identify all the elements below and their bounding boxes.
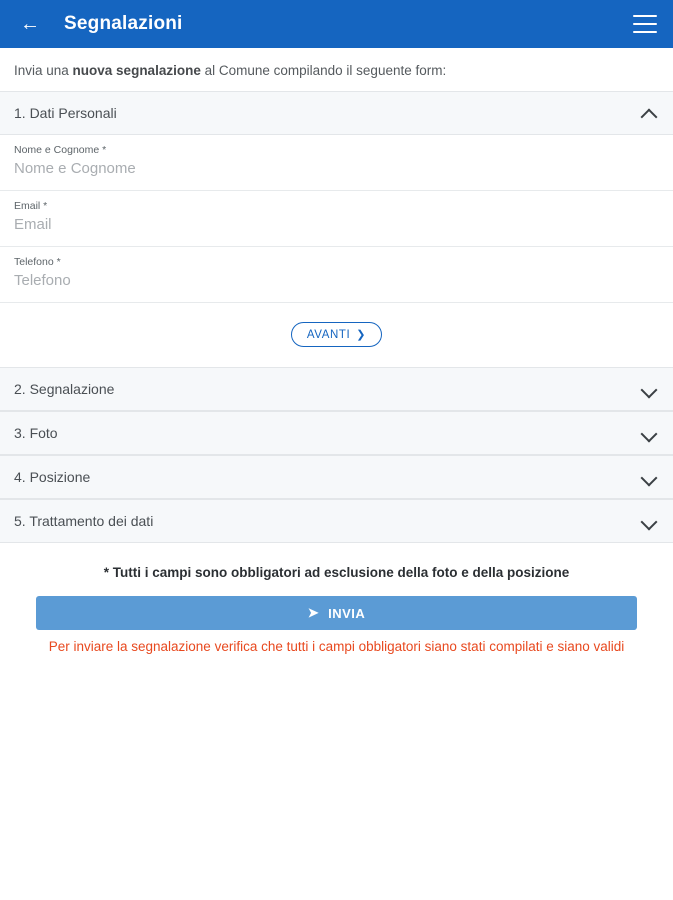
submit-button-container xyxy=(0,596,673,630)
required-fields-note: * Tutti i campi sono obbligatori ad esclusione della foto e della posizione xyxy=(0,543,673,596)
section-header-segnalazione[interactable] xyxy=(0,367,673,411)
section-header-foto[interactable] xyxy=(0,411,673,455)
intro-text xyxy=(0,48,673,91)
section-body-dati-personali xyxy=(0,135,673,367)
field-nome-cognome xyxy=(0,135,673,191)
send-icon: ➤ xyxy=(307,605,320,620)
intro-text-bold: nuova segnalazione xyxy=(72,63,201,78)
page-spacer xyxy=(0,656,673,900)
hamburger-menu-icon[interactable] xyxy=(633,15,657,33)
field-label-telefono: Telefono * xyxy=(14,256,61,268)
chevron-down-icon[interactable] xyxy=(641,381,657,397)
nome-cognome-input[interactable] xyxy=(14,157,659,183)
intro-text-after: al Comune compilando il seguente form: xyxy=(200,63,447,78)
section-header-trattamento-dati[interactable] xyxy=(0,499,673,543)
intro-text-before: Invia una xyxy=(14,63,73,78)
avanti-button[interactable] xyxy=(291,322,382,347)
invia-button[interactable] xyxy=(36,596,637,630)
chevron-up-icon[interactable] xyxy=(641,105,657,121)
section-label: 1. Dati Personali xyxy=(14,105,117,121)
field-label-nome-cognome: Nome e Cognome * xyxy=(14,144,107,156)
section-header-posizione[interactable] xyxy=(0,455,673,499)
section-label: 4. Posizione xyxy=(14,469,91,485)
section-label: 2. Segnalazione xyxy=(14,381,115,397)
email-input[interactable] xyxy=(14,213,659,239)
avanti-button-label: AVANTI xyxy=(306,328,351,341)
section-header-dati-personali[interactable] xyxy=(0,91,673,135)
invia-button-label: INVIA xyxy=(328,605,366,621)
chevron-right-icon: ❯ xyxy=(356,329,367,341)
field-telefono xyxy=(0,247,673,303)
section-label: 5. Trattamento dei dati xyxy=(14,513,154,529)
field-label-email: Email * xyxy=(14,200,48,212)
chevron-down-icon[interactable] xyxy=(641,513,657,529)
arrow-left-icon[interactable]: ← xyxy=(20,13,40,35)
chevron-down-icon[interactable] xyxy=(641,425,657,441)
page-title: Segnalazioni xyxy=(64,13,183,34)
telefono-input[interactable] xyxy=(14,269,659,295)
form-error-message: Per inviare la segnalazione verifica che tutti i campi obbligatori siano stati compilati e siano validi xyxy=(0,630,673,656)
app-bar xyxy=(0,0,673,48)
field-email xyxy=(0,191,673,247)
chevron-down-icon[interactable] xyxy=(641,469,657,485)
next-button-container xyxy=(0,303,673,367)
section-label: 3. Foto xyxy=(14,425,58,441)
